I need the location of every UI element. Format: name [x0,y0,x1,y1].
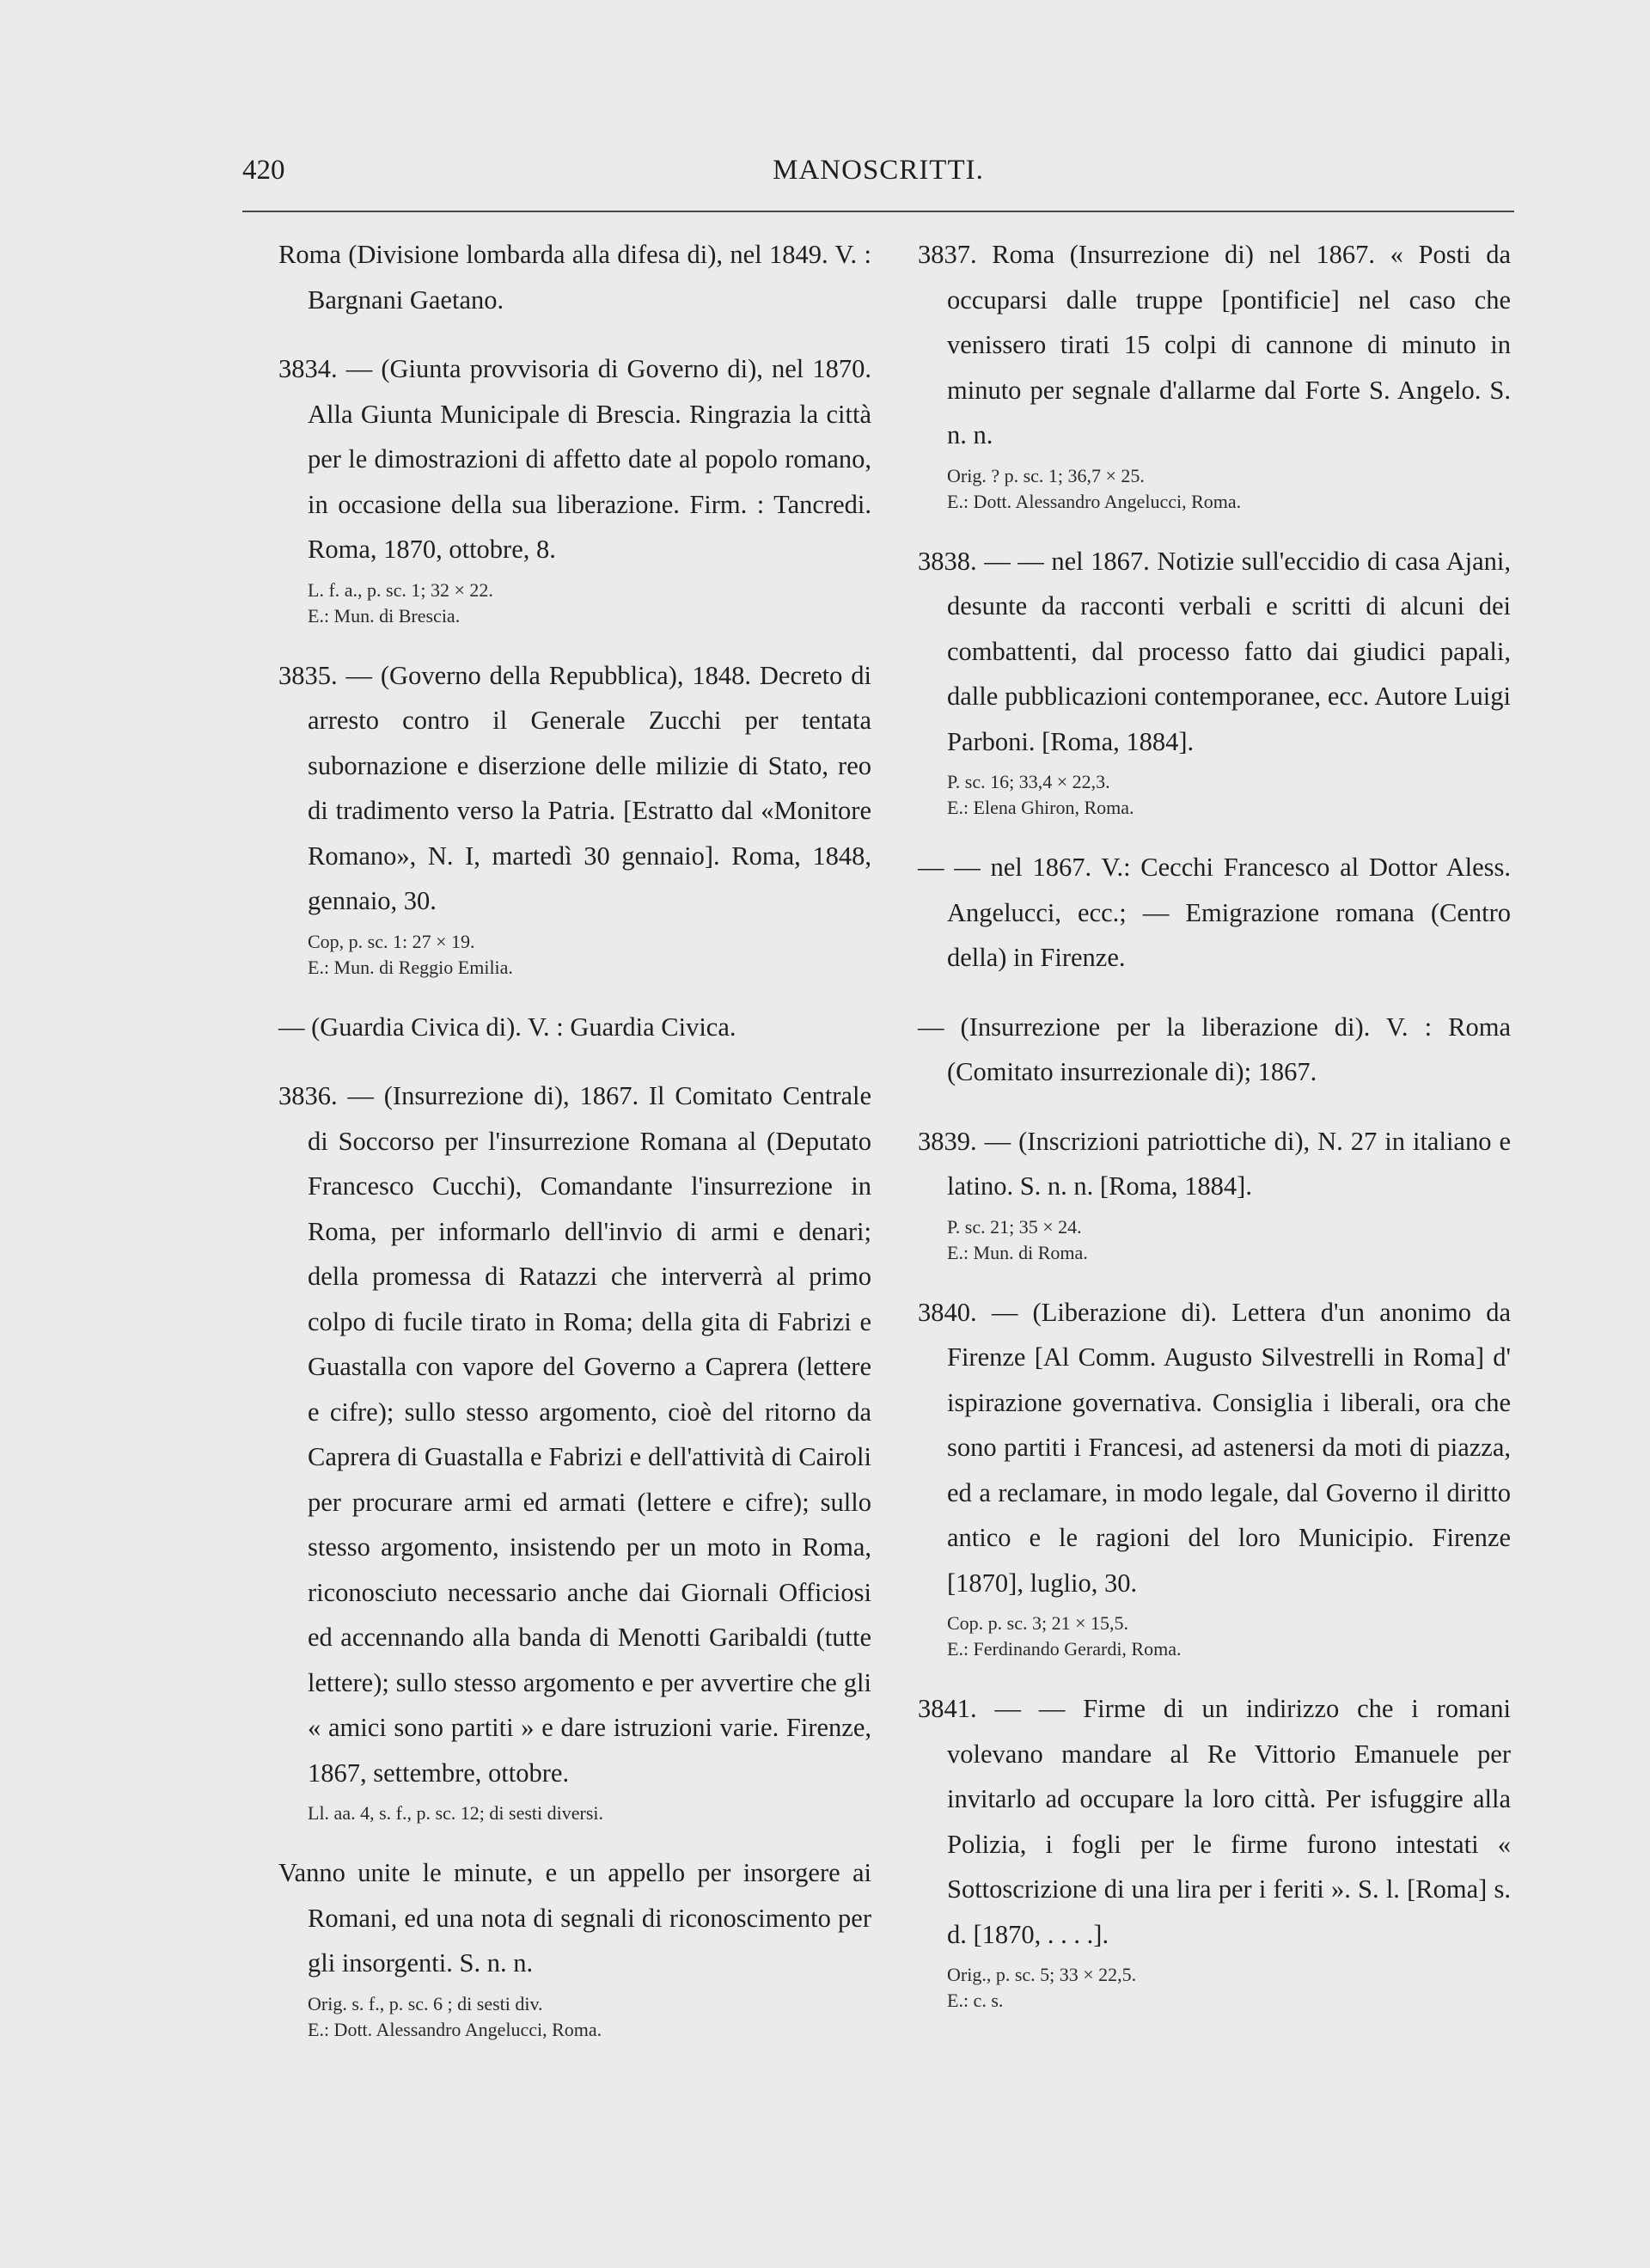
entry-text: — (Insurrezione per la liberazione di). V. : Roma (Comitato insurrezionale di); 1867. [918,1012,1511,1086]
catalog-entry [278,346,871,629]
page-number: 420 [242,155,285,186]
entry-text: 3839. — (Inscrizioni patriottiche di), N. 27 in italiano e latino. S. n. n. [Roma, 1884]. [918,1126,1511,1201]
entry-meta: E.: Elena Ghiron, Roma. [947,797,1134,818]
entry-text: 3834. — (Giunta provvisoria di Governo di), nel 1870. Alla Giunta Municipale di Brescia. Ringrazia la città per le dimostrazioni di affetto date al popolo romano, in occasione della sua liberazione. Firm. : Tancredi. Roma, 1870, ottobre, 8. [278,354,871,564]
entry-meta: E.: c. s. [947,1990,1004,2011]
catalog-entry [278,1005,871,1050]
right-column [918,232,1511,2038]
entry-meta: Orig. ? p. sc. 1; 36,7 × 25. [947,464,1145,486]
page-header [242,155,1514,198]
entry-meta: L. f. a., p. sc. 1; 32 × 22. [308,578,493,601]
catalog-entry [918,845,1511,981]
entry-meta: E.: Dott. Alessandro Angelucci, Roma. [308,2018,602,2040]
entry-meta: E.: Mun. di Reggio Emilia. [308,956,513,978]
entry-text: 3835. — (Governo della Repubblica), 1848. Decreto di arresto contro il Generale Zucchi per tentata subornazione e diserzione delle milizie di Stato, reo di tradimento verso la Patria. [Estratto dal «Monitore Romano», N. I, martedì 30 gennaio]. Roma, 1848, gennaio, 30. [278,660,871,915]
catalog-entry [918,1005,1511,1095]
catalog-entry [278,232,871,322]
entry-meta: E.: Mun. di Brescia. [308,604,461,627]
entry-meta: E.: Dott. Alessandro Angelucci, Roma. [947,490,1242,512]
entry-meta: Ll. aa. 4, s. f., p. sc. 12; di sesti diversi. [308,1802,604,1824]
entry-meta: Orig. s. f., p. sc. 6 ; di sesti div. [308,1992,543,2014]
catalog-entry [918,232,1511,515]
catalog-entry [918,1686,1511,2014]
entry-meta: Cop, p. sc. 1: 27 × 19. [308,930,475,952]
left-column [278,232,871,2067]
entry-text: — (Guardia Civica di). V. : Guardia Civica. [278,1012,736,1042]
entry-text: 3841. — — Firme di un indirizzo che i romani volevano mandare al Re Vittorio Emanuele per invitarlo ad occupare la loro città. Per isfuggire alla Polizia, i fogli per le firme furono intestati « Sottoscrizione di una lira per i feriti ». S. l. [Roma] s. d. [1870, . . . .]. [918,1694,1511,1949]
entry-text: Roma (Divisione lombarda alla difesa di), nel 1849. V. : Bargnani Gaetano. [278,240,871,315]
entry-meta: P. sc. 16; 33,4 × 22,3. [947,771,1110,792]
entry-text: 3838. — — nel 1867. Notizie sull'eccidio di casa Ajani, desunte da racconti verbali e scritti di alcuni dei combattenti, dal processo fatto dai giudici papali, dalle pubblicazioni contemporanee, ecc. Autore Luigi Parboni. [Roma, 1884]. [918,546,1511,756]
catalog-entry [918,539,1511,822]
catalog-entry [918,1119,1511,1266]
entry-text: — — nel 1867. V.: Cecchi Francesco al Dottor Aless. Angelucci, ecc.; — Emigrazione romana (Centro della) in Firenze. [918,853,1511,972]
entry-text: 3836. — (Insurrezione di), 1867. Il Comitato Centrale di Soccorso per l'insurrezione Romana al (Deputato Francesco Cucchi), Comandante l'insurrezione in Roma, per informarlo dell'invio di armi e denari; della promessa di Ratazzi che interverrà al primo colpo di fucile tirato in Roma; della gita di Fabrizi e Guastalla con vapore del Governo a Caprera (lettere e cifre); sullo stesso argomento, cioè del ritorno da Caprera di Guastalla e Fabrizi e dell'attività di Cairoli per procurare armi ed armati (lettere e cifre); sullo stesso argomento, insistendo per un moto in Roma, riconosciuto necessario anche dai Giornali Officiosi ed accennando alla banda di Menotti Garibaldi (tutte lettere); sullo stesso argomento e per avvertire che gli « amici sono partiti » e dare istruzioni varie. Firenze, 1867, settembre, ottobre. [278,1081,871,1788]
catalog-entry [278,1850,871,2043]
entry-meta: P. sc. 21; 35 × 24. [947,1215,1082,1238]
entry-meta: E.: Ferdinando Gerardi, Roma. [947,1638,1182,1660]
header-rule [242,211,1514,212]
entry-meta: E.: Mun. di Roma. [947,1241,1088,1263]
catalog-entry [278,653,871,981]
catalog-entry [278,1073,871,1826]
entry-meta: Orig., p. sc. 5; 33 × 22,5. [947,1964,1137,1985]
entry-text: 3840. — (Liberazione di). Lettera d'un anonimo da Firenze [Al Comm. Augusto Silvestrelli in Roma] d' ispirazione governativa. Consiglia i liberali, ora che sono partiti i Francesi, ad astenersi da moti di piazza, ed a reclamare, in modo legale, dal Governo il diritto antico e le ragioni del loro Municipio. Firenze [1870], luglio, 30. [918,1297,1511,1598]
entry-meta: Cop. p. sc. 3; 21 × 15,5. [947,1612,1129,1634]
running-title: MANOSCRITTI. [773,155,984,186]
catalog-entry [918,1290,1511,1663]
entry-text: Vanno unite le minute, e un appello per insorgere ai Romani, ed una nota di segnali di riconoscimento per gli insorgenti. S. n. n. [278,1858,871,1978]
entry-text: 3837. Roma (Insurrezione di) nel 1867. « Posti da occuparsi dalle truppe [pontificie] nel caso che venissero tirati 15 colpi di cannone di minuto in minuto per segnale d'allarme dal Forte S. Angelo. S. n. n. [918,240,1511,449]
